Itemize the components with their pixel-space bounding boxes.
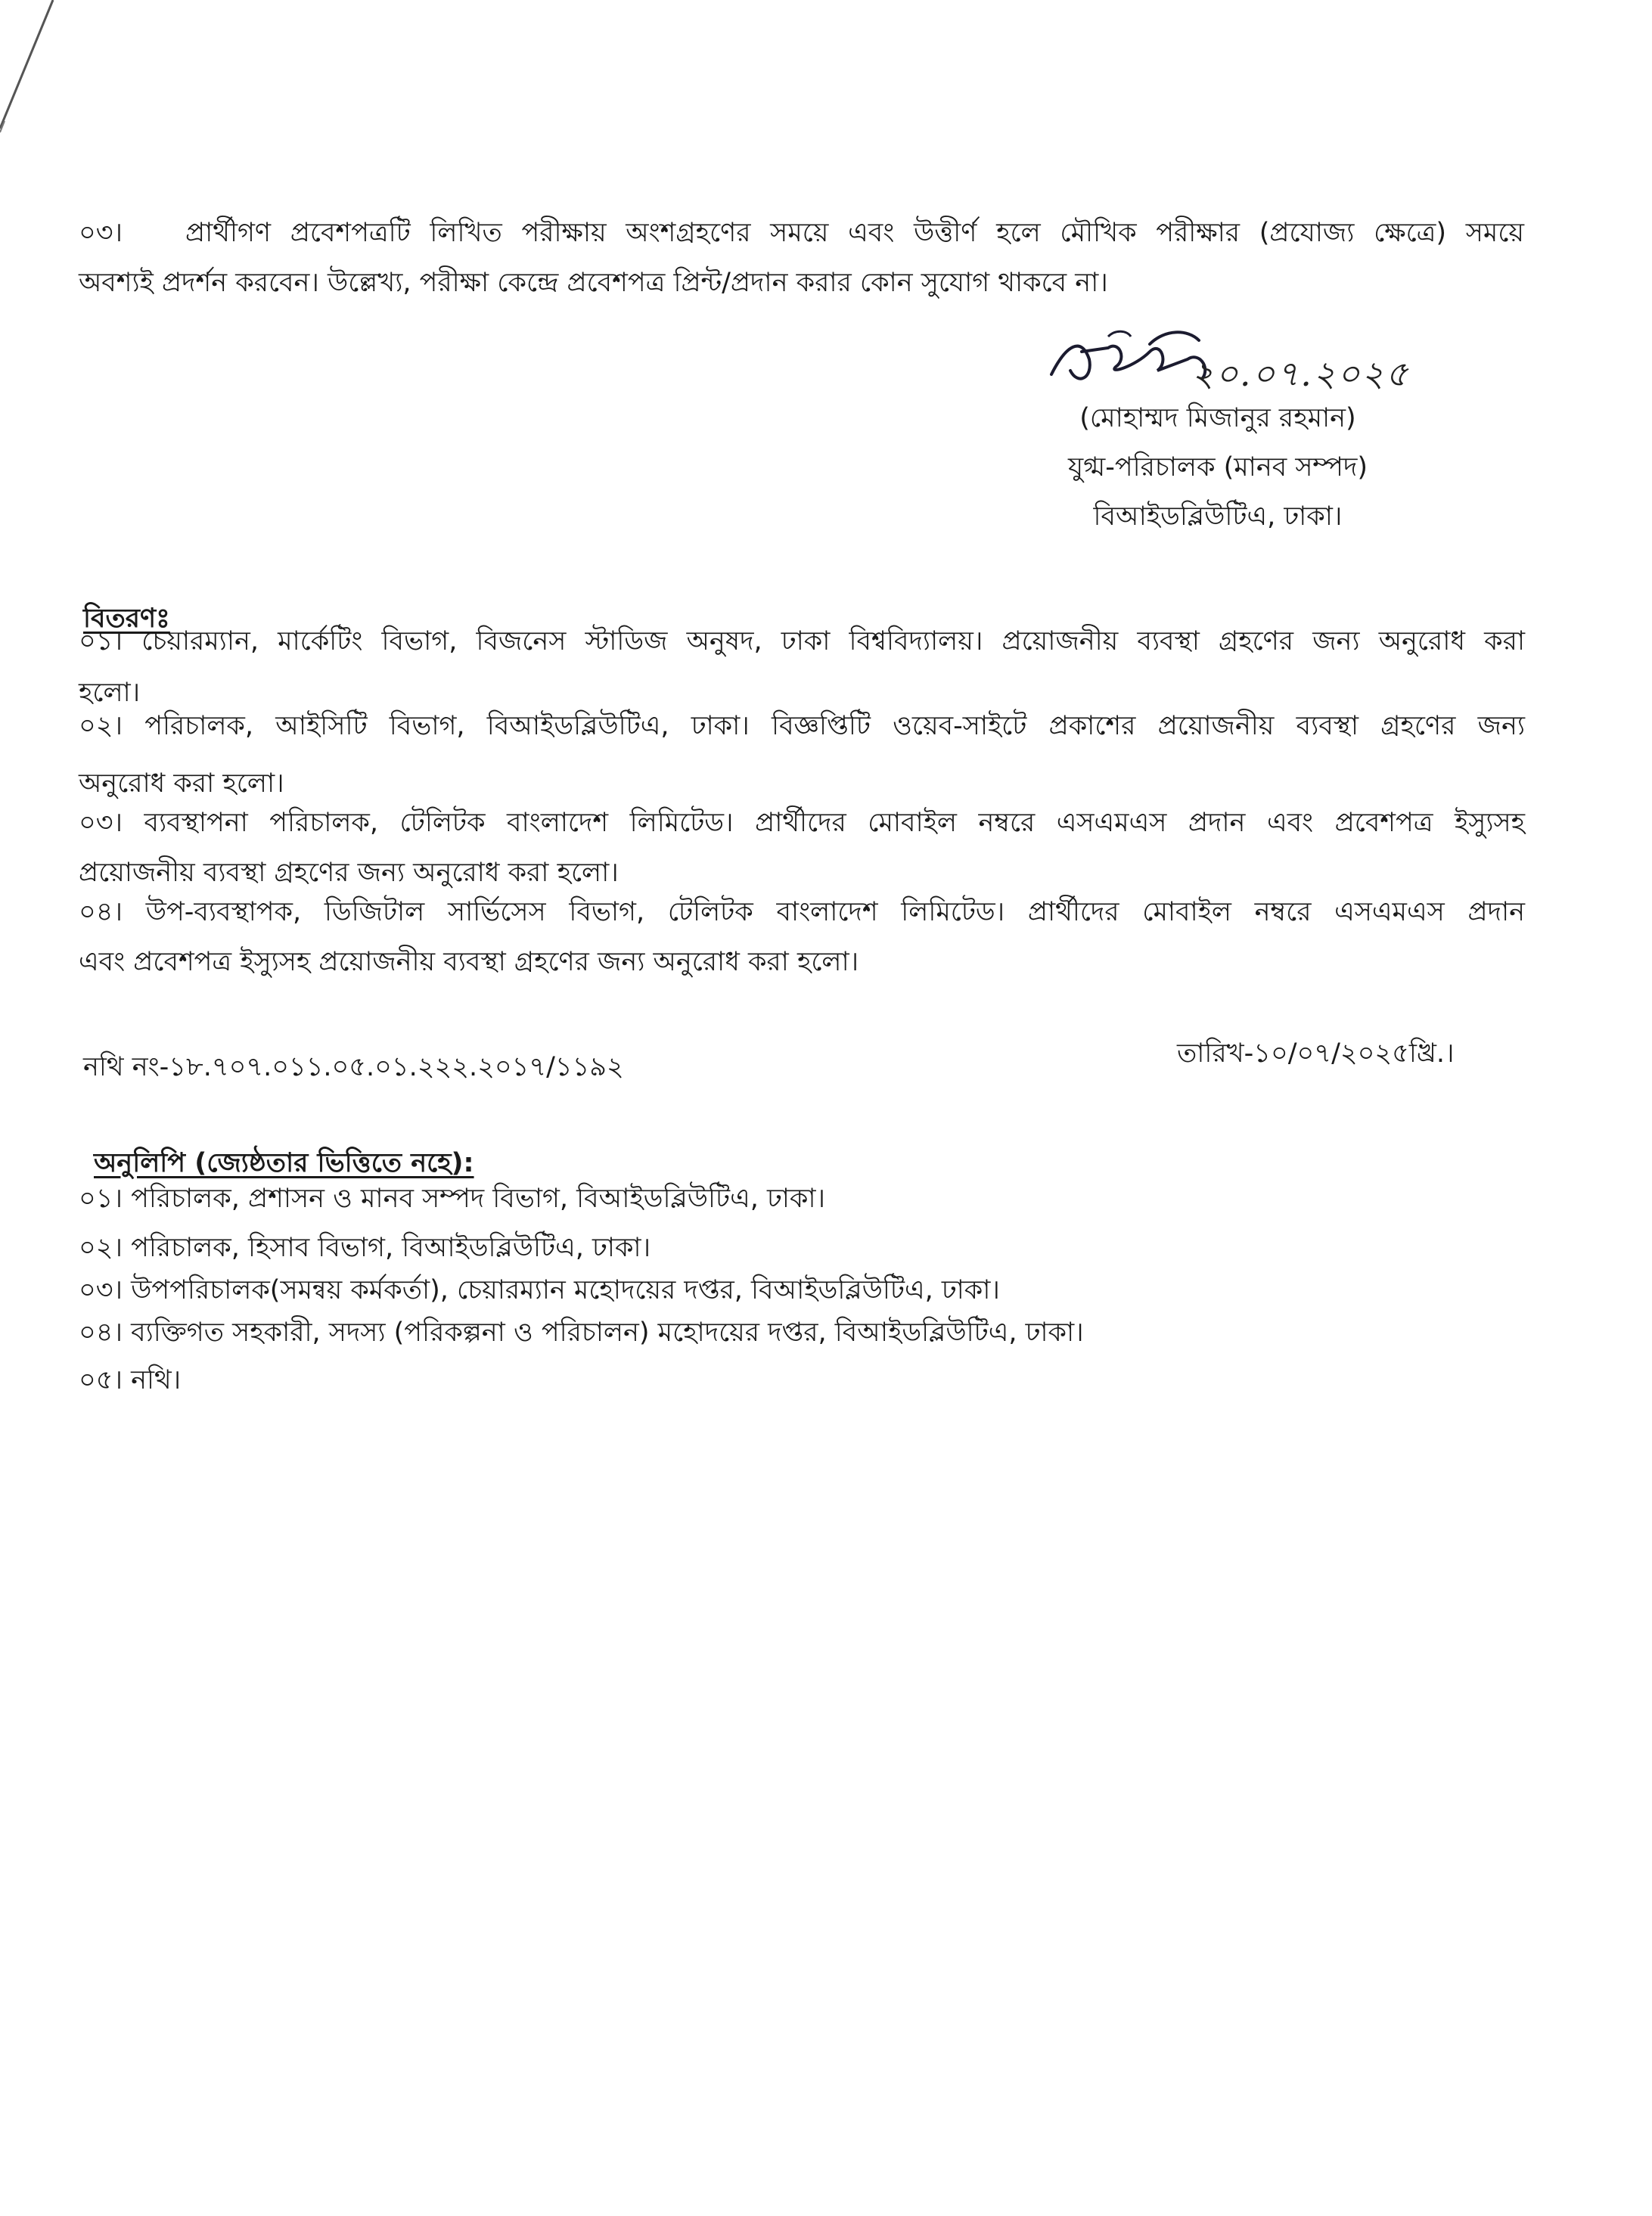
distribution-item-3-line-2: প্রয়োজনীয় ব্যবস্থা গ্রহণের জন্য অনুরোধ করা হলো।: [79, 858, 619, 888]
distribution-item-1-line-1: ০১। চেয়ারম্যান, মার্কেটিং বিভাগ, বিজনেস স্টাডিজ অনুষদ, ঢাকা বিশ্ববিদ্যালয়। প্রয়োজনীয় ব্যবস্থা গ্রহণের জন্য অনুরোধ করা: [79, 626, 1525, 656]
distribution-item-2-line-1: ০২। পরিচালক, আইসিটি বিভাগ, বিআইডব্লিউটিএ, ঢাকা। বিজ্ঞপ্তিটি ওয়েব-সাইটে প্রকাশের প্রয়োজনীয় ব্যবস্থা গ্রহণের জন্য: [79, 711, 1525, 741]
memo-date: তারিখ-১০/০৭/২০২৫খ্রি.।: [1177, 1038, 1455, 1069]
copies-item-3: ০৩। উপপরিচালক(সমন্বয় কর্মকর্তা), চেয়ারম্যান মহোদয়ের দপ্তর, বিআইডব্লিউটিএ, ঢাকা।: [79, 1275, 1000, 1305]
distribution-item-4-line-1: ০৪। উপ-ব্যবস্থাপক, ডিজিটাল সার্ভিসেস বিভাগ, টেলিটক বাংলাদেশ লিমিটেড। প্রার্থীদের মোবাইল নম্বরে এসএমএস প্রদান: [79, 897, 1525, 927]
memo-file-number: নথি নং-১৮.৭০৭.০১১.০৫.০১.২২২.২০১৭/১১৯২: [83, 1052, 624, 1082]
signature-date: ২০.০৭.২০২৫: [1191, 353, 1410, 394]
distribution-heading: বিতরণঃ: [83, 604, 170, 634]
copies-item-4: ০৪। ব্যক্তিগত সহকারী, সদস্য (পরিকল্পনা ও পরিচালন) মহোদয়ের দপ্তর, বিআইডব্লিউটিএ, ঢাকা।: [79, 1317, 1084, 1348]
distribution-item-3-line-1: ০৩। ব্যবস্থাপনা পরিচালক, টেলিটক বাংলাদেশ লিমিটেড। প্রার্থীদের মোবাইল নম্বরে এসএমএস প্রদান এবং প্রবেশপত্র ইস্যুসহ: [79, 808, 1525, 838]
copies-item-2: ০২। পরিচালক, হিসাব বিভাগ, বিআইডব্লিউটিএ, ঢাকা।: [79, 1233, 651, 1263]
para-03-number: ০৩।: [79, 218, 123, 248]
signatory-office: বিআইডব্লিউটিএ, ঢাকা।: [1093, 501, 1343, 532]
para-03-line-1: প্রার্থীগণ প্রবেশপত্রটি লিখিত পরীক্ষায় অংশগ্রহণের সময়ে এবং উত্তীর্ণ হলে মৌখিক পরীক্ষার (প্রযোজ্য ক্ষেত্রে) সময়ে: [185, 218, 1524, 248]
distribution-item-1-line-2: হলো।: [79, 678, 141, 708]
scan-edge-artifact: [0, 0, 91, 151]
distribution-item-2-line-2: অনুরোধ করা হলো।: [79, 768, 284, 799]
para-03-line-2: অবশ্যই প্রদর্শন করবেন। উল্লেখ্য, পরীক্ষা কেন্দ্রে প্রবেশপত্র প্রিন্ট/প্রদান করার কোন সুযোগ থাকবে না।: [79, 268, 1108, 298]
copies-heading: অনুলিপি (জ্যেষ্ঠতার ভিত্তিতে নহে):: [94, 1148, 474, 1178]
copies-item-5: ০৫। নথি।: [79, 1365, 182, 1395]
copies-item-1: ০১। পরিচালক, প্রশাসন ও মানব সম্পদ বিভাগ, বিআইডব্লিউটিএ, ঢাকা।: [79, 1184, 826, 1214]
signatory-name: (মোহাম্মদ মিজানুর রহমান): [1079, 403, 1356, 433]
signatory-designation: যুগ্ম-পরিচালক (মানব সম্পদ): [1067, 452, 1368, 483]
distribution-item-4-line-2: এবং প্রবেশপত্র ইস্যুসহ প্রয়োজনীয় ব্যবস্থা গ্রহণের জন্য অনুরোধ করা হলো।: [79, 947, 859, 977]
